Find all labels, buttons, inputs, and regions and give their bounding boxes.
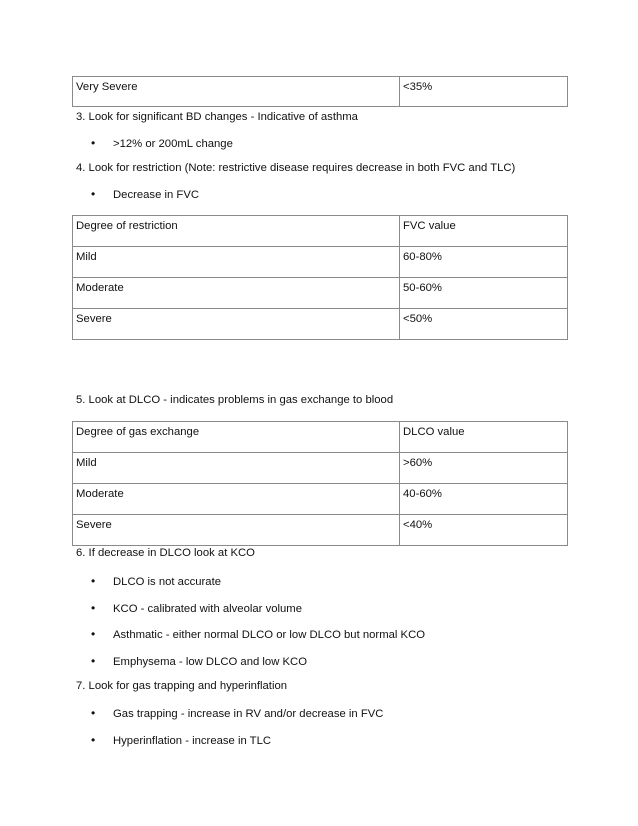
list-item [91,136,233,152]
bullet-icon: • [91,187,96,201]
table-header-row [73,216,568,247]
table-header-cell: Degree of restriction [73,216,400,247]
list-item-text: Asthmatic - either normal DLCO or low DLCO but normal KCO [113,629,426,641]
table-cell: 60-80% [400,247,568,278]
list-item [91,733,271,749]
table-cell: Mild [73,247,400,278]
bullet-icon: • [91,706,96,720]
section-4-heading: 4. Look for restriction (Note: restrictive disease requires decrease in both FVC and TLC) [76,162,516,174]
gas-exchange-table [72,421,568,546]
table-row [73,309,568,340]
restriction-table [72,215,568,340]
bullet-icon: • [91,627,96,641]
table-cell: <35% [400,77,568,107]
bullet-icon: • [91,654,96,668]
list-item-text: Hyperinflation - increase in TLC [113,735,272,747]
section-6-heading: 6. If decrease in DLCO look at KCO [76,547,255,559]
table-cell: Moderate [73,278,400,309]
table-cell: Severe [73,515,400,546]
table-row [73,484,568,515]
section-7-heading: 7. Look for gas trapping and hyperinflation [76,680,288,692]
bullet-icon: • [91,733,96,747]
table-cell: 40-60% [400,484,568,515]
table-header-cell: Degree of gas exchange [73,422,400,453]
table-cell: <40% [400,515,568,546]
list-item [91,627,425,643]
table-header-cell: FVC value [400,216,568,247]
bullet-icon: • [91,136,96,150]
list-item [91,706,383,722]
table-row [73,453,568,484]
section-5-heading: 5. Look at DLCO - indicates problems in gas exchange to blood [76,394,394,406]
list-item-text: Decrease in FVC [113,189,200,201]
list-item [91,574,221,590]
table-cell: Severe [73,309,400,340]
table-header-row [73,422,568,453]
table-row [73,247,568,278]
table-header-cell: DLCO value [400,422,568,453]
list-item-text: KCO - calibrated with alveolar volume [113,603,302,615]
section-3-heading: 3. Look for significant BD changes - Indicative of asthma [76,111,358,123]
list-item [91,187,199,203]
bullet-icon: • [91,574,96,588]
table-cell: Very Severe [73,77,400,107]
list-item-text: Emphysema - low DLCO and low KCO [113,656,307,668]
list-item-text: Gas trapping - increase in RV and/or decrease in FVC [113,708,384,720]
table-cell: Mild [73,453,400,484]
table-cell: 50-60% [400,278,568,309]
list-item [91,654,307,670]
list-item-text: DLCO is not accurate [113,576,221,588]
bullet-icon: • [91,601,96,615]
table-row [73,515,568,546]
table-row [73,77,568,107]
table-cell: >60% [400,453,568,484]
table-row [73,278,568,309]
severity-table [72,76,568,107]
list-item-text: >12% or 200mL change [113,138,233,150]
table-cell: Moderate [73,484,400,515]
table-cell: <50% [400,309,568,340]
list-item [91,601,302,617]
